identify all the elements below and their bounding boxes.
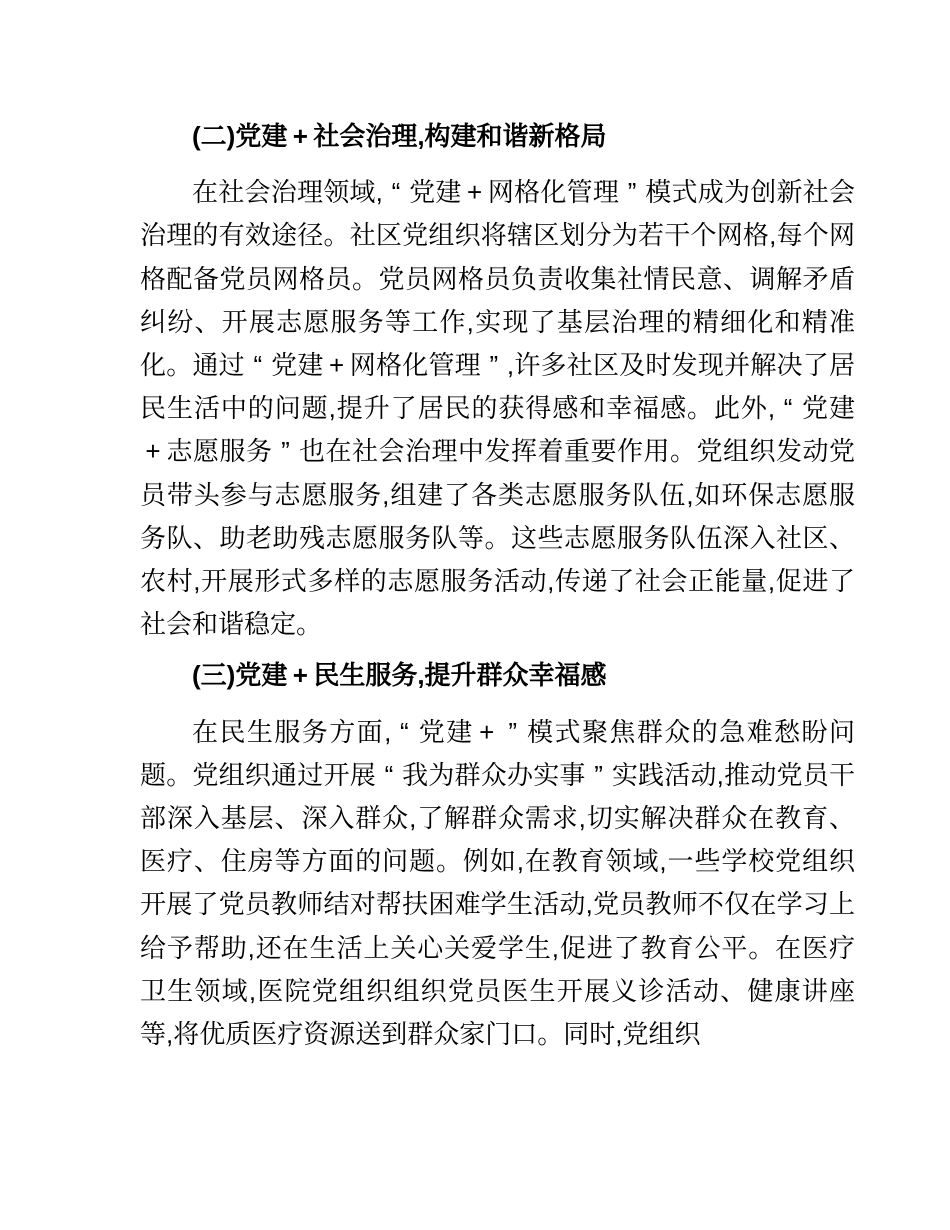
section-social-governance bbox=[140, 115, 855, 646]
section-heading: (三)党建 + 民生服务,提升群众幸福感 bbox=[192, 660, 607, 691]
section-livelihood-services bbox=[140, 654, 855, 1056]
section-heading: (二)党建 + 社会治理,构建和谐新格局 bbox=[192, 121, 607, 151]
paragraph: 在民生服务方面, “ 党建 + ” 模式聚焦群众的急难愁盼问题。党组织通过开展 “ 我为群众办实事 ” 实践活动,推动党员干部深入基层、深入群众,了解群众需求,切实解决群众在教育、医疗、住房等方面的问题。例如,在教育领域,一些学校党组织开展了党员教师结对帮扶困难学生活动,党员教师不仅在学习上给予帮助,还在生活上关心关爱学生,促进了教育公平。在医疗卫生领域,医院党组织组织党员医生开展义诊活动、健康讲座等,将优质医疗资源送到群众家门口。同时,党组织 bbox=[140, 716, 855, 1050]
paragraph: 在社会治理领域, “ 党建 + 网格化管理 ” 模式成为创新社会治理的有效途径。社区党组织将辖区划分为若干个网格,每个网格配备党员网格员。党员网格员负责收集社情民意、调解矛盾纠纷、开展志愿服务等工作,实现了基层治理的精细化和精准化。通过 “ 党建 + 网格化管理 ” ,许多社区及时发现并解决了居民生活中的问题,提升了居民的获得感和幸福感。此外, “ 党建+ 志愿服务 ” 也在社会治理中发挥着重要作用。党组织发动党员带头参与志愿服务,组建了各类志愿服务队伍,如环保志愿服务队、助老助残志愿服务队等。这些志愿服务队伍深入社区、农村,开展形式多样的志愿服务活动,传递了社会正能量,促进了社会和谐稳定。 bbox=[140, 177, 855, 640]
